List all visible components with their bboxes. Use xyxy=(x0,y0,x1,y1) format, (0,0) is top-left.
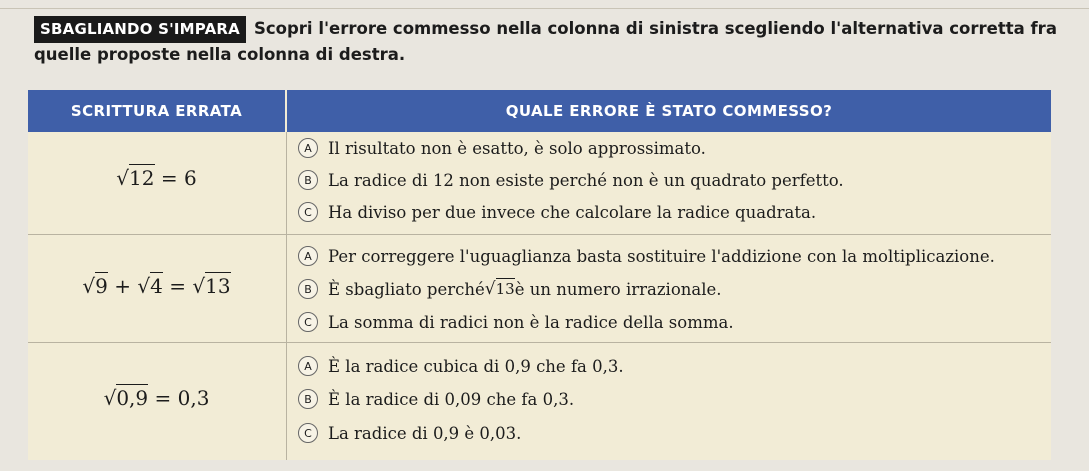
option-a[interactable] xyxy=(298,356,624,376)
option-text: Ha diviso per due invece che calcolare la radice quadrata. xyxy=(328,202,817,222)
row-divider xyxy=(28,234,1051,235)
section-badge: SBAGLIANDO S'IMPARA xyxy=(34,16,246,43)
option-text: È la radice di 0,09 che fa 0,3. xyxy=(328,389,575,409)
table-row xyxy=(28,236,1051,342)
option-letter-badge: A xyxy=(298,356,318,376)
option-text: Il risultato non è esatto, è solo approssimato. xyxy=(328,138,706,158)
option-letter-badge: B xyxy=(298,389,318,409)
option-text: La radice di 0,9 è 0,03. xyxy=(328,423,522,443)
option-a[interactable] xyxy=(298,138,706,158)
option-text: È la radice cubica di 0,9 che fa 0,3. xyxy=(328,356,624,376)
option-c[interactable] xyxy=(298,202,816,222)
row-divider xyxy=(28,342,1051,343)
option-text: Per correggere l'uguaglianza basta sostituire l'addizione con la moltiplicazione. xyxy=(328,246,995,266)
option-b[interactable]: B È sbagliato perché √13 è un numero irrazionale. xyxy=(298,279,722,299)
option-letter-badge: C xyxy=(298,312,318,332)
table-row xyxy=(28,132,1051,234)
option-b[interactable] xyxy=(298,389,574,409)
table-row xyxy=(28,344,1051,460)
column-header-wrong-writing: SCRITTURA ERRATA xyxy=(28,90,285,132)
option-letter-badge: B xyxy=(298,279,318,299)
option-letter-badge: B xyxy=(298,170,318,190)
option-letter-badge: C xyxy=(298,423,318,443)
option-letter-badge: C xyxy=(298,202,318,222)
option-text: La somma di radici non è la radice della somma. xyxy=(328,312,734,332)
exercise-header xyxy=(34,16,1074,66)
instruction-text: Scopri l'errore commesso nella colonna di sinistra scegliendo l'alternativa corretta fra quelle proposte nella colonna di destra. xyxy=(34,19,1057,64)
option-c[interactable] xyxy=(298,312,734,332)
column-header-error-question: QUALE ERRORE È STATO COMMESSO? xyxy=(287,90,1051,132)
option-b[interactable] xyxy=(298,170,844,190)
table-header xyxy=(28,90,1051,132)
option-letter-badge: A xyxy=(298,246,318,266)
wrong-formula: √12 = 6 xyxy=(116,166,197,190)
page-edge-line xyxy=(0,8,1089,9)
option-text: La radice di 12 non esiste perché non è un quadrato perfetto. xyxy=(328,170,844,190)
option-letter-badge: A xyxy=(298,138,318,158)
option-c[interactable] xyxy=(298,423,521,443)
wrong-formula: √9 + √4 = √13 xyxy=(82,274,231,298)
wrong-formula: √0,9 = 0,3 xyxy=(103,386,210,410)
option-a[interactable] xyxy=(298,246,995,266)
exercise-table xyxy=(28,90,1051,460)
